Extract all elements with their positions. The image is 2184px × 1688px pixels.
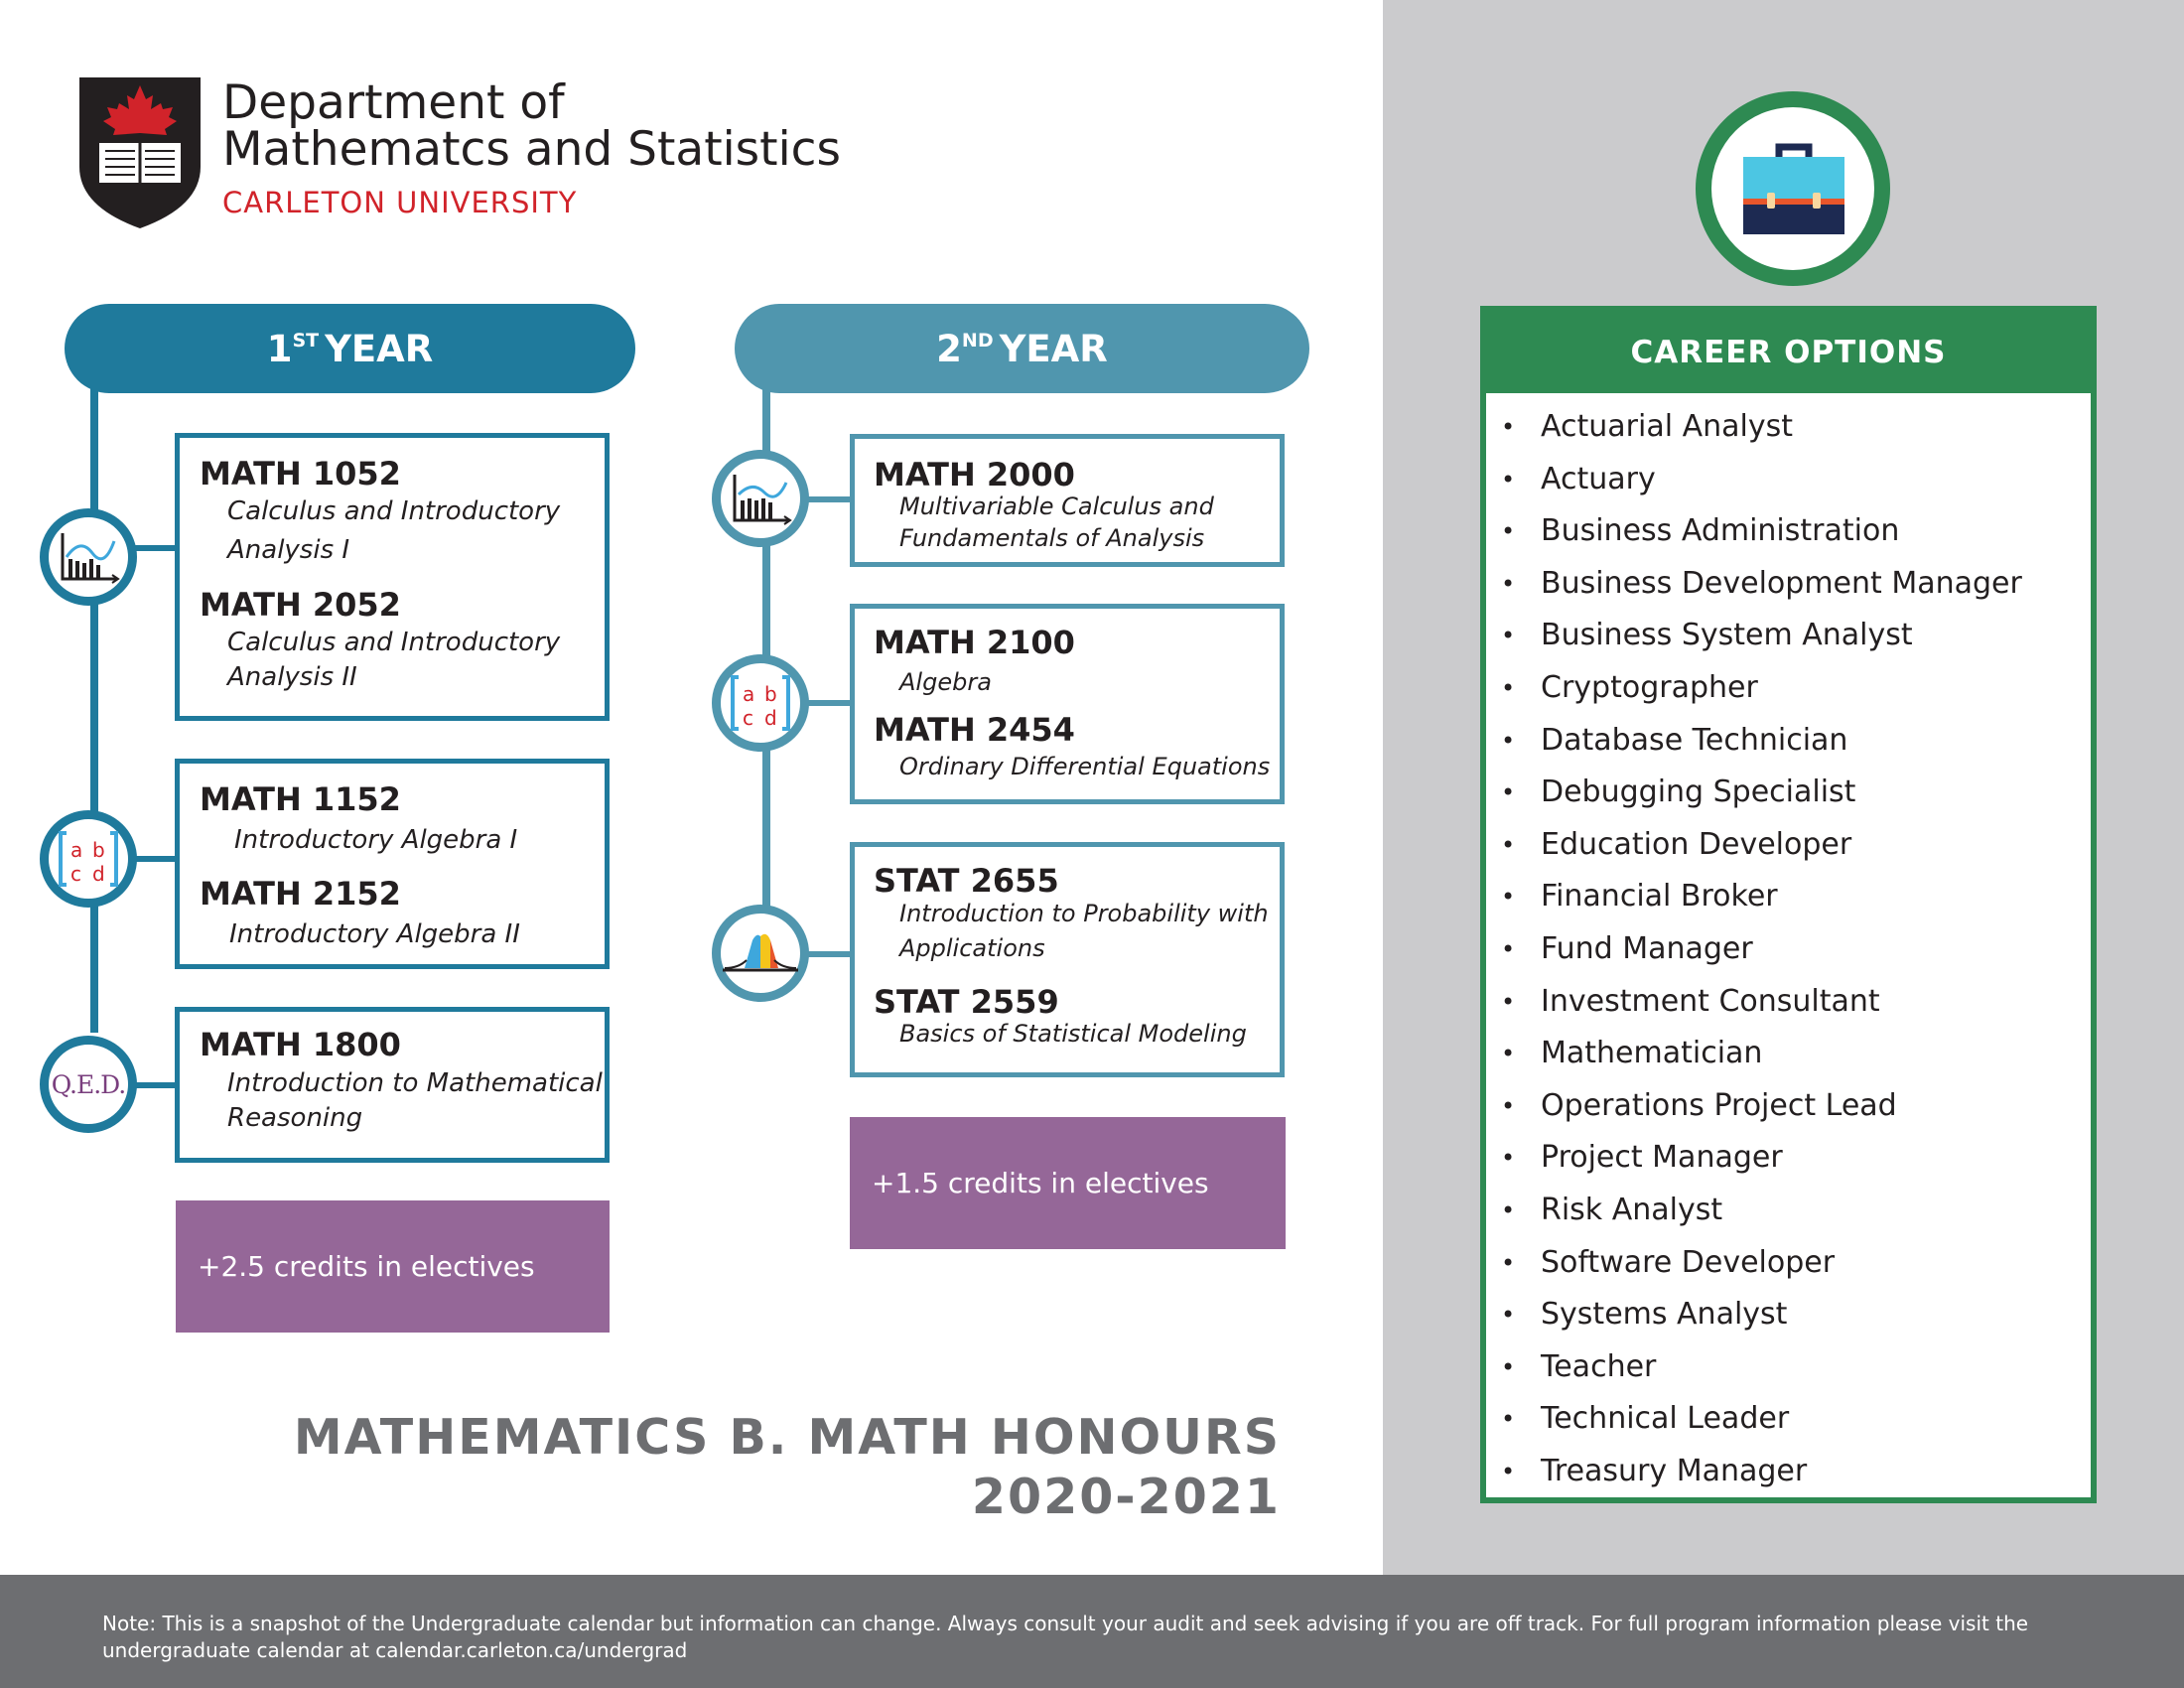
- course-title: Analysis I: [227, 535, 350, 565]
- year1-tab-number: 1: [266, 327, 293, 370]
- course-group-box: [850, 434, 1285, 567]
- qed-icon: [40, 1036, 137, 1133]
- career-item: • Teacher: [1486, 1341, 2091, 1394]
- program-title-line1: MATHEMATICS B. MATH HONOURS: [293, 1409, 1281, 1466]
- svg-text:a: a: [743, 682, 755, 706]
- career-item: • Business Development Manager: [1486, 558, 2091, 611]
- course-code: MATH 2000: [874, 456, 1075, 493]
- course-title: Analysis II: [227, 662, 357, 692]
- department-name-line1: Department of: [222, 75, 565, 130]
- course-title: Calculus and Introductory: [227, 496, 561, 526]
- chart-icon: [40, 508, 137, 606]
- course-title: Basics of Statistical Modeling: [899, 1020, 1247, 1048]
- svg-text:d: d: [764, 706, 777, 730]
- course-code: MATH 2052: [200, 586, 401, 624]
- year2-tab-year: YEAR: [999, 327, 1108, 370]
- career-item: • Systems Analyst: [1486, 1289, 2091, 1341]
- course-title: Introduction to Probability with: [899, 900, 1269, 927]
- career-options-heading: CAREER OPTIONS: [1486, 312, 2091, 393]
- year2-tab: [735, 304, 1309, 393]
- career-item: • Mathematician: [1486, 1028, 2091, 1080]
- svg-text:b: b: [764, 682, 777, 706]
- connector: [802, 700, 852, 706]
- svg-text:b: b: [92, 838, 105, 862]
- connector: [802, 496, 852, 502]
- svg-text:c: c: [70, 862, 81, 886]
- year1-tab-suffix-sup: ST: [292, 330, 320, 352]
- course-code: MATH 1152: [200, 780, 401, 818]
- course-title: Fundamentals of Analysis: [899, 524, 1205, 552]
- briefcase-icon: [1741, 143, 1846, 234]
- course-title: Introduction to Mathematical: [227, 1068, 603, 1098]
- career-options-list: [1486, 401, 2091, 1497]
- career-ring: [1696, 91, 1890, 286]
- career-item: • Education Developer: [1486, 819, 2091, 872]
- course-title: Algebra: [899, 668, 992, 696]
- footer-note: Note: This is a snapshot of the Undergraduate calendar but information can change. Always consult your audit and seek advising if you are off track. For full program information please visit the undergraduate calendar at calendar.carleton.ca/undergrad: [102, 1612, 2029, 1662]
- distribution-icon: [712, 905, 809, 1002]
- career-item: • Business Administration: [1486, 505, 2091, 558]
- year1-electives: +2.5 credits in electives: [176, 1200, 610, 1333]
- chart-icon: [712, 450, 809, 547]
- career-item: • Software Developer: [1486, 1237, 2091, 1290]
- career-item: • Debugging Specialist: [1486, 767, 2091, 819]
- career-item: • Business System Analyst: [1486, 610, 2091, 662]
- career-item: • Financial Broker: [1486, 871, 2091, 923]
- course-group-box: [175, 759, 610, 969]
- university-name: CARLETON UNIVERSITY: [222, 186, 578, 219]
- course-code: MATH 1052: [200, 455, 401, 492]
- department-name-line2: Mathematcs and Statistics: [222, 122, 841, 177]
- matrix-icon: [712, 654, 809, 752]
- course-code: STAT 2559: [874, 983, 1059, 1021]
- course-group-box: [850, 604, 1285, 804]
- program-title: [294, 1408, 1281, 1527]
- career-item: • Treasury Manager: [1486, 1446, 2091, 1498]
- year2-tab-suffix-sup: ND: [961, 330, 994, 352]
- career-item: • Investment Consultant: [1486, 976, 2091, 1029]
- course-title: Multivariable Calculus and: [899, 492, 1214, 520]
- svg-text:d: d: [92, 862, 105, 886]
- year2-tab-number: 2: [936, 327, 962, 370]
- year2-electives: +1.5 credits in electives: [850, 1117, 1286, 1249]
- qed-icon-text: Q.E.D.: [51, 1069, 126, 1099]
- course-code: MATH 2454: [874, 711, 1075, 749]
- carleton-shield-logo: [79, 77, 201, 228]
- career-item: • Operations Project Lead: [1486, 1080, 2091, 1133]
- course-code: MATH 2100: [874, 624, 1075, 661]
- year1-tab-year: YEAR: [325, 327, 434, 370]
- course-code: MATH 2152: [200, 875, 401, 913]
- year1-tab: [65, 304, 635, 393]
- course-title: Calculus and Introductory: [227, 628, 561, 657]
- course-code: MATH 1800: [200, 1026, 401, 1063]
- year1-timeline-line: [90, 387, 98, 1033]
- course-title: Ordinary Differential Equations: [899, 753, 1271, 780]
- career-item: • Fund Manager: [1486, 923, 2091, 976]
- course-title: Introductory Algebra II: [229, 919, 520, 949]
- career-item: • Technical Leader: [1486, 1393, 2091, 1446]
- svg-text:a: a: [70, 838, 83, 862]
- career-ring-inner: [1711, 107, 1874, 270]
- course-group-box: [850, 842, 1285, 1077]
- course-code: STAT 2655: [874, 862, 1059, 900]
- program-title-year: 2020-2021: [971, 1469, 1281, 1525]
- career-options-box: [1480, 306, 2097, 1503]
- career-item: • Risk Analyst: [1486, 1185, 2091, 1237]
- connector: [802, 951, 852, 957]
- course-group-box: [175, 433, 610, 721]
- career-item: • Actuarial Analyst: [1486, 401, 2091, 454]
- career-item: • Cryptographer: [1486, 662, 2091, 715]
- department-name: [222, 75, 841, 177]
- career-item: • Actuary: [1486, 454, 2091, 506]
- course-title: Applications: [899, 934, 1045, 962]
- career-item: • Project Manager: [1486, 1132, 2091, 1185]
- course-title: Reasoning: [227, 1103, 363, 1133]
- career-item: • Database Technician: [1486, 715, 2091, 768]
- course-group-box: [175, 1007, 610, 1163]
- course-title: Introductory Algebra I: [234, 825, 518, 855]
- svg-text:c: c: [743, 706, 753, 730]
- matrix-icon: [40, 810, 137, 908]
